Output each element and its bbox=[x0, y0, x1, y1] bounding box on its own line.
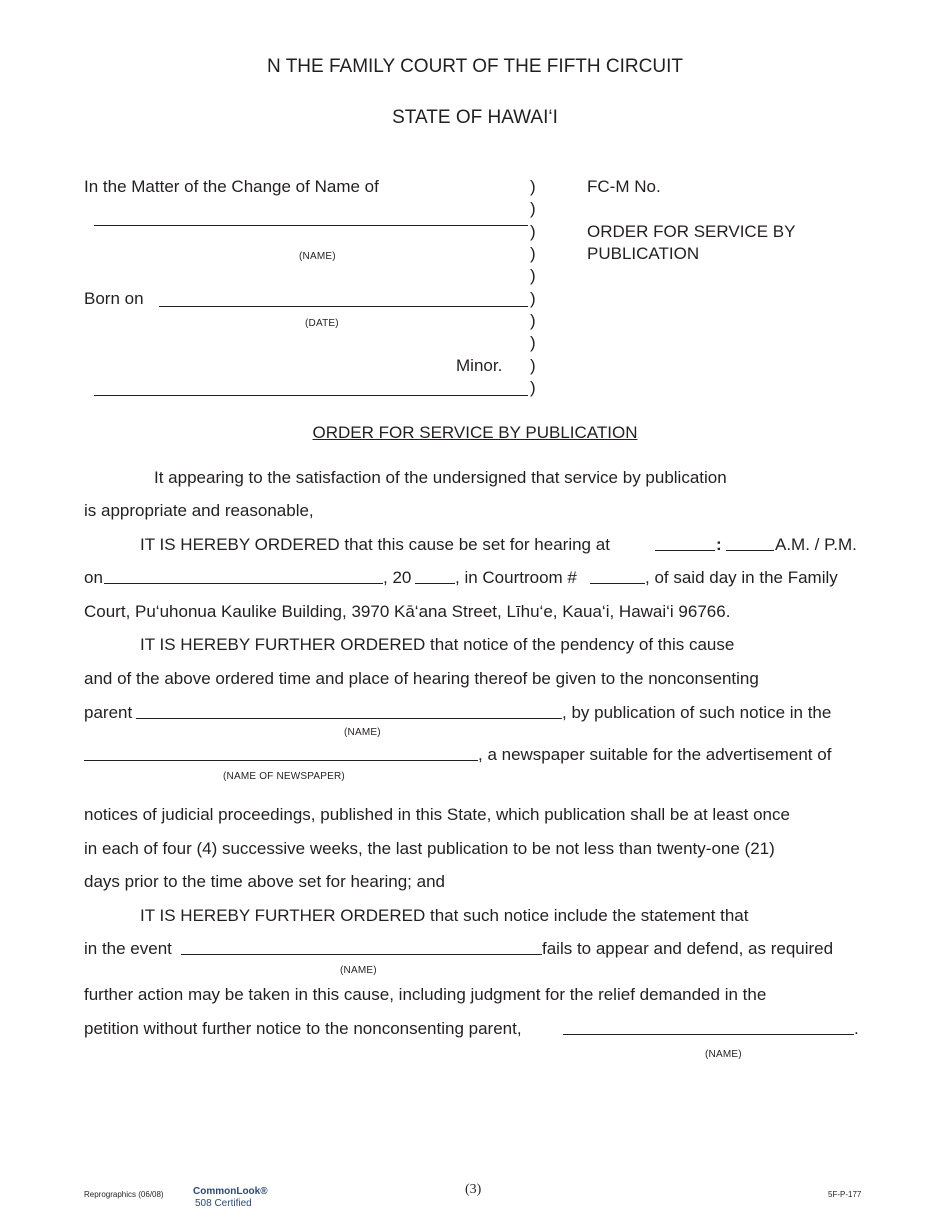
p2-line3: Court, Pu‘uhonua Kaulike Building, 3970 Kā‘ana Street, Līhu‘e, Kaua‘i, Hawai‘i 96766. bbox=[84, 602, 731, 621]
p4-event: in the event bbox=[84, 939, 172, 958]
p2-line1: IT IS HEREBY ORDERED that this cause be set for hearing at bbox=[140, 535, 610, 554]
p4-line3: further action may be taken in this cause, including judgment for the relief demanded in the bbox=[84, 985, 767, 1004]
court-heading: N THE FAMILY COURT OF THE FIFTH CIRCUIT bbox=[267, 56, 683, 77]
order-title: ORDER FOR SERVICE BY PUBLICATION bbox=[312, 423, 638, 442]
final-period: . bbox=[854, 1019, 859, 1038]
p3-line7: days prior to the time above set for hearing; and bbox=[84, 872, 445, 891]
p3-line1: IT IS HEREBY FURTHER ORDERED that notice of the pendency of this cause bbox=[140, 635, 735, 654]
date-label: (DATE) bbox=[305, 318, 339, 329]
parent-name-label: (NAME) bbox=[344, 727, 381, 738]
state-heading: STATE OF HAWAI‘I bbox=[392, 107, 558, 128]
p4-event-rest: fails to appear and defend, as required bbox=[542, 939, 834, 958]
newspaper-blank[interactable] bbox=[84, 746, 478, 761]
p3-line2: and of the above ordered time and place of hearing thereof be given to the nonconsenting bbox=[84, 669, 759, 688]
year-blank[interactable] bbox=[415, 569, 455, 584]
birth-date-blank[interactable] bbox=[159, 292, 528, 307]
name-label: (NAME) bbox=[299, 251, 336, 262]
minute-blank[interactable] bbox=[726, 536, 774, 551]
p3-newspaper-rest: , a newspaper suitable for the advertisement of bbox=[478, 745, 832, 764]
form-number: 5F-P-177 bbox=[828, 1190, 862, 1199]
p4-line1: IT IS HEREBY FURTHER ORDERED that such notice include the statement that bbox=[140, 906, 749, 925]
newspaper-label: (NAME OF NEWSPAPER) bbox=[223, 771, 345, 782]
p3-parent-rest: , by publication of such notice in the bbox=[562, 703, 832, 722]
p2-rest: , of said day in the Family bbox=[645, 568, 838, 587]
minor-label: Minor. bbox=[456, 356, 503, 375]
p2-courtroom: , in Courtroom # bbox=[455, 568, 577, 587]
bottom-caption-blank[interactable] bbox=[94, 381, 528, 396]
nonconsenting-parent-blank[interactable] bbox=[563, 1020, 854, 1035]
case-number-label: FC-M No. bbox=[587, 177, 661, 196]
ampm-label: A.M. / P.M. bbox=[775, 535, 857, 554]
final-name-label: (NAME) bbox=[705, 1049, 742, 1060]
parent-name-blank[interactable] bbox=[136, 704, 562, 719]
hearing-date-blank[interactable] bbox=[104, 569, 383, 584]
doc-title-line1: ORDER FOR SERVICE BY bbox=[587, 222, 796, 241]
minor-name-blank[interactable] bbox=[94, 225, 528, 226]
page-number: (3) bbox=[465, 1182, 482, 1197]
reprographics-note: Reprographics (06/08) bbox=[84, 1190, 164, 1199]
courtroom-blank[interactable] bbox=[590, 569, 645, 584]
born-on-label: Born on bbox=[84, 289, 144, 308]
event-name-blank[interactable] bbox=[181, 940, 542, 955]
matter-text: In the Matter of the Change of Name of bbox=[84, 177, 379, 196]
p3-line5: notices of judicial proceedings, published in this State, which publication shall be at least once bbox=[84, 805, 790, 824]
doc-title-line2: PUBLICATION bbox=[587, 244, 700, 263]
p3-parent: parent bbox=[84, 703, 133, 722]
p2-on: on bbox=[84, 568, 103, 587]
p1-line2: is appropriate and reasonable, bbox=[84, 501, 314, 520]
p2-twenty: , 20 bbox=[383, 568, 412, 587]
p1-line1: It appearing to the satisfaction of the undersigned that service by publication bbox=[154, 468, 727, 487]
time-colon: : bbox=[716, 535, 722, 554]
hour-blank[interactable] bbox=[655, 536, 715, 551]
p4-line4: petition without further notice to the nonconsenting parent, bbox=[84, 1019, 522, 1038]
event-name-label: (NAME) bbox=[340, 965, 377, 976]
p3-line6: in each of four (4) successive weeks, the last publication to be not less than twenty-one (21) bbox=[84, 839, 775, 858]
